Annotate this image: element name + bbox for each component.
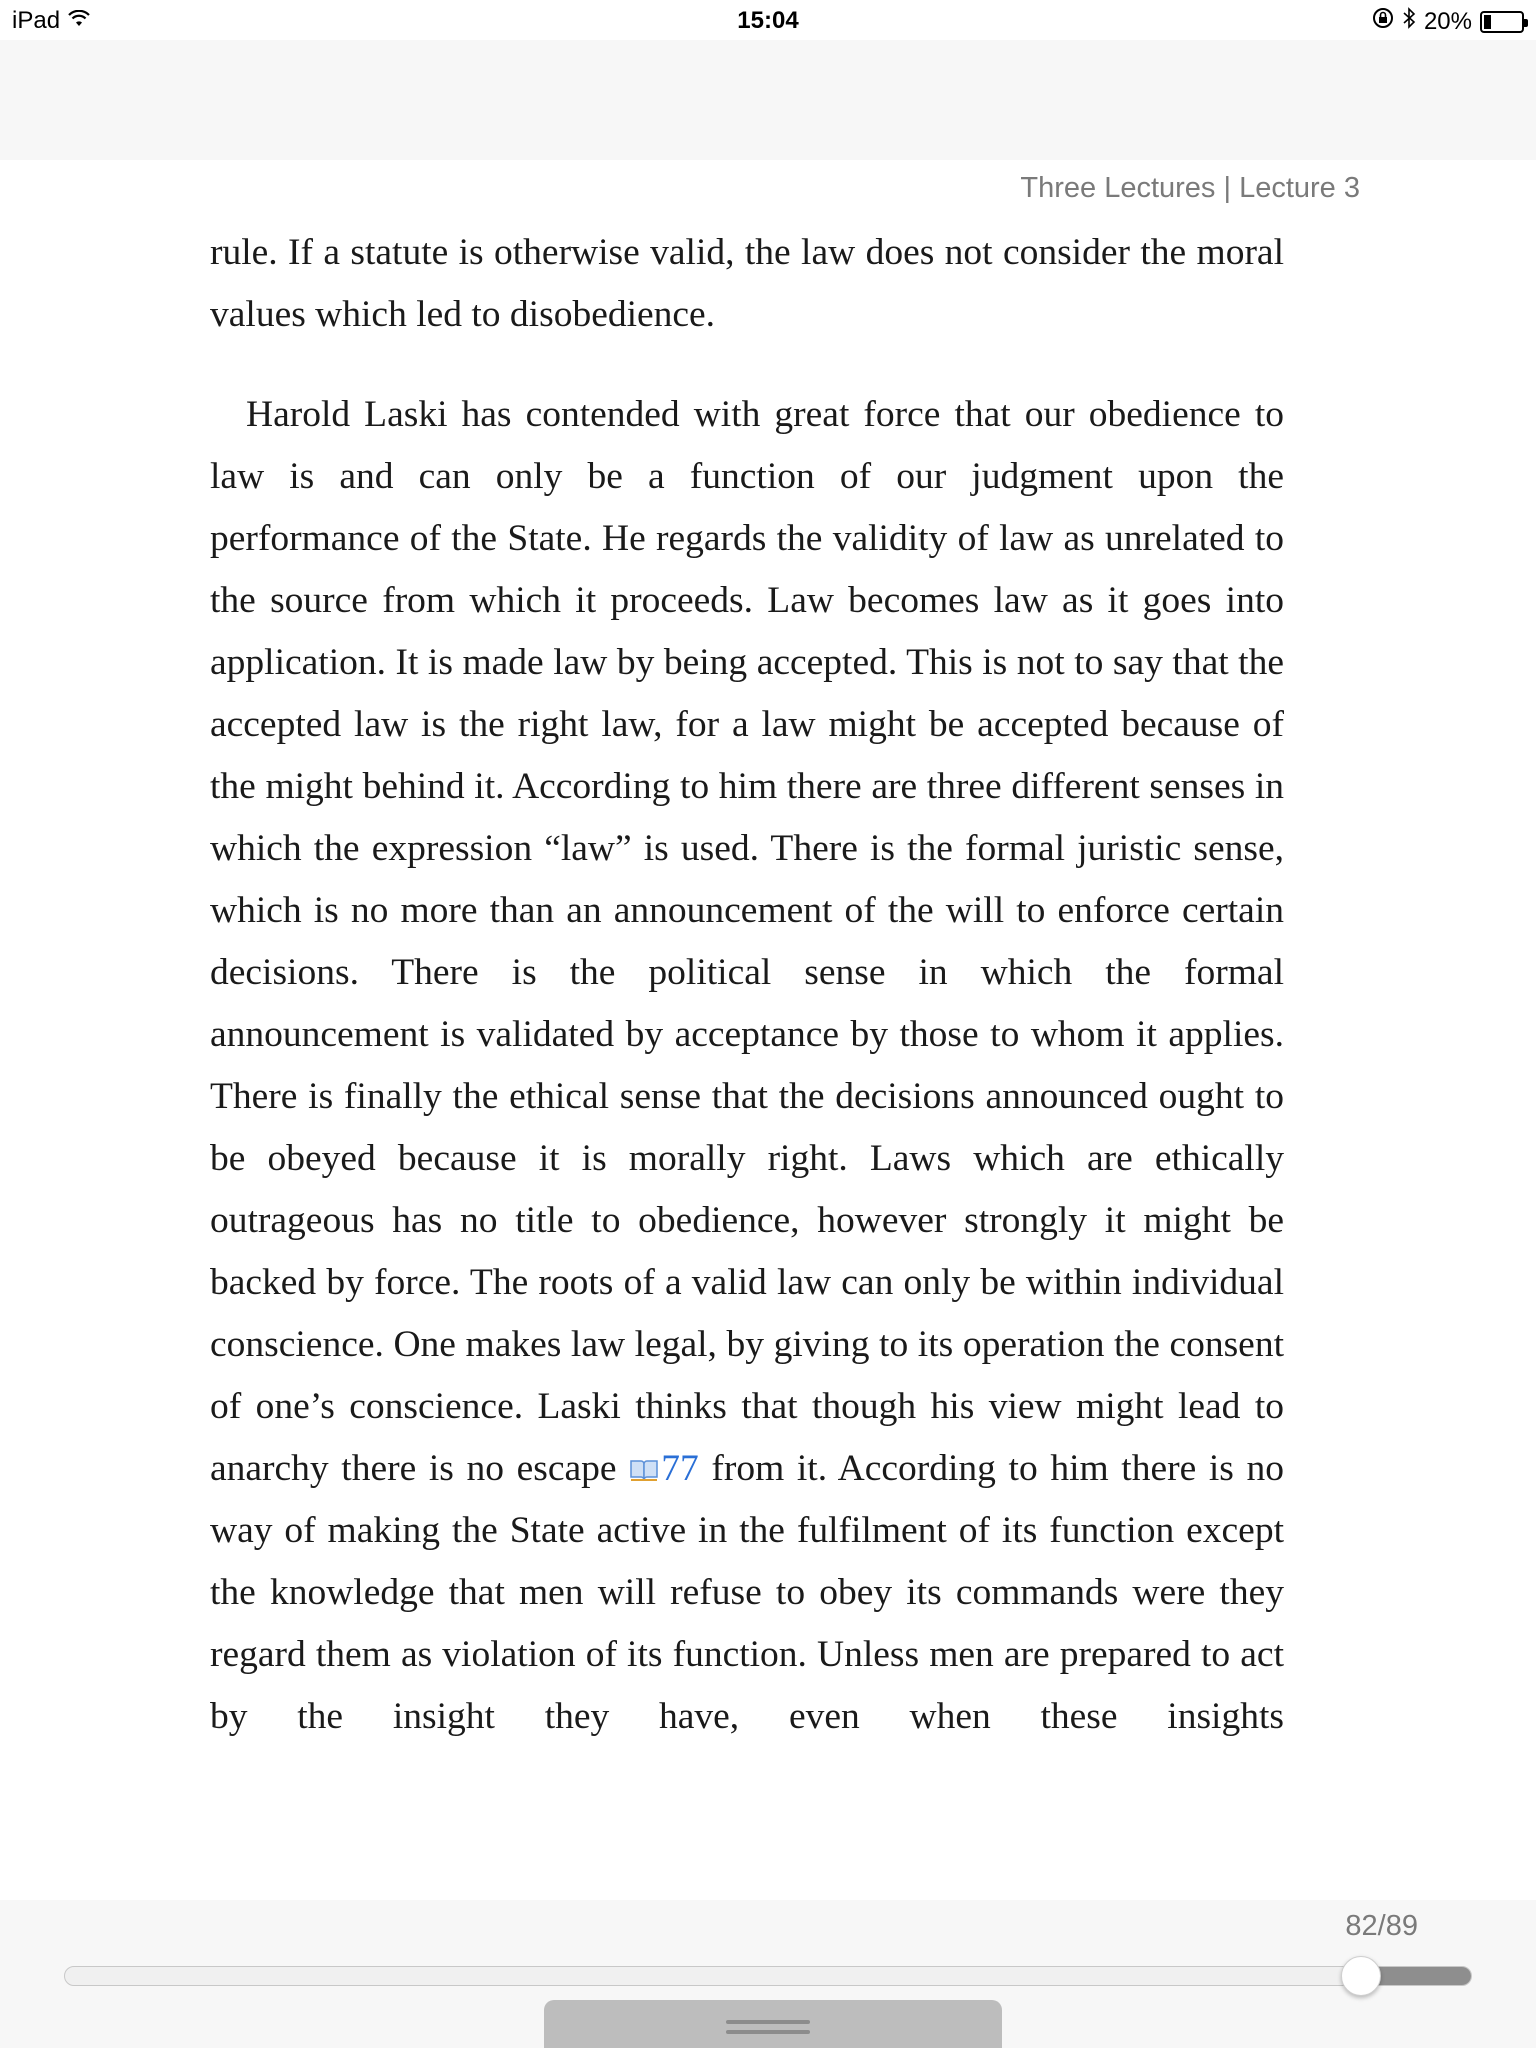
battery-percent: 20% [1423, 7, 1472, 35]
drawer-handle[interactable] [544, 2000, 1002, 2048]
top-toolbar[interactable] [0, 40, 1536, 160]
page-indicator: 82/89 [1345, 1910, 1418, 1942]
paragraph [210, 384, 1284, 1748]
book-page-text [210, 222, 1284, 1748]
orientation-lock-icon [1372, 7, 1394, 36]
page-reference-number: 77 [661, 1448, 699, 1489]
grip-line-icon [726, 2030, 810, 2034]
page-scrubber-thumb[interactable] [1341, 1956, 1381, 1996]
paragraph: rule. If a statute is otherwise valid, the law does not consider the moral values which led to disobedience. [210, 232, 1284, 335]
status-time: 15:04 [737, 7, 799, 34]
grip-line-icon [726, 2020, 810, 2024]
page-reference-link[interactable] [629, 1448, 699, 1489]
status-bar [0, 0, 1536, 40]
page-scrubber-track[interactable] [64, 1966, 1472, 1986]
running-header: Three Lectures | Lecture 3 [1020, 172, 1360, 204]
book-icon [629, 1458, 659, 1482]
paragraph-text: Harold Laski has contended with great force that our obedience to law is and can only be a function of our judgment upon the performance of the State. He regards the validity of law as unrelated to the source from which it proceeds. Law becomes law as it goes into application. It is made law by being accepted. This is not to say that the accepted law is the right law, for a law might be accepted because of the might behind it. According to him there are three different senses in which the expression “law” is used. There is the formal juristic sense, which is no more than an announcement of the will to enforce certain decisions. There is the political sense in which the formal announcement is validated by acceptance by those to whom it applies. There is finally the ethical sense that the decisions announced ought to be obeyed because it is morally right. Laws which are ethically outrageous has no title to obedience, however strongly it might be backed by force. The roots of a valid law can only be within individual conscience. One makes law legal, by giving to its operation the consent of one’s conscience. Laski thinks that though his view might lead to anarchy there is no escape [210, 394, 1284, 1489]
battery-icon [1480, 11, 1524, 33]
device-name: iPad [12, 7, 61, 34]
bluetooth-icon [1402, 7, 1416, 36]
paragraph-text: from it. According to him there is no way of making the State active in the fulfilment of its function except the knowledge that men will refuse to obey its commands were they regard them as violation of its function. Unless men are prepared to act by the insight they have, even when these insights [210, 1448, 1285, 1737]
status-right [1372, 7, 1524, 36]
battery-level [1484, 15, 1491, 29]
